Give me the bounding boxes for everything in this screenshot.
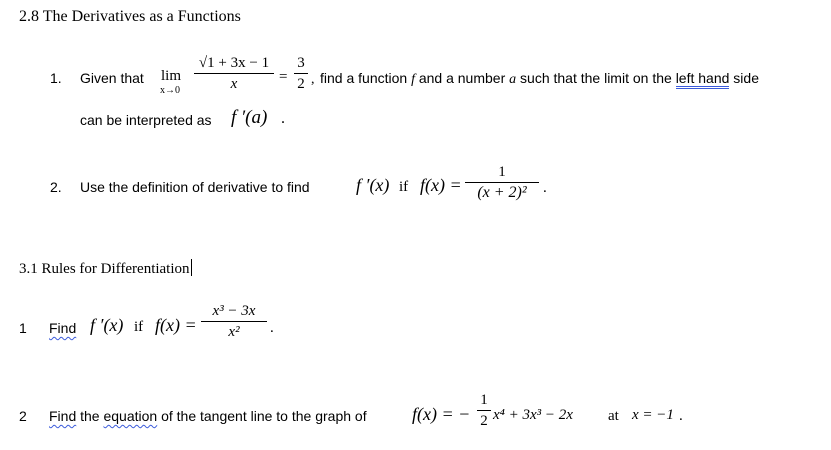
fraction-denominator: (x + 2)²: [477, 184, 527, 201]
comma: ,: [311, 72, 315, 87]
number-a: a: [509, 72, 517, 87]
text-segment: and a number: [418, 70, 506, 86]
problem-number: 2.: [50, 179, 62, 195]
quotient-fraction: [201, 302, 267, 341]
problem-text-line2: can be interpreted as: [80, 112, 212, 128]
fraction-bar: [201, 321, 267, 322]
period: .: [679, 408, 683, 424]
f-prime-of-x: f ′(x): [356, 175, 390, 195]
problem-text-continued: [320, 70, 759, 88]
equals-sign: =: [279, 69, 288, 85]
text-segment: the: [80, 408, 100, 424]
at-word: at: [608, 408, 619, 424]
text-segment: side: [733, 70, 759, 86]
text-cursor: [191, 259, 192, 276]
period: .: [543, 180, 547, 196]
problem-number: 2: [19, 408, 27, 424]
limit-numerator: √1 + 3x − 1: [198, 55, 270, 71]
problem-text: [49, 408, 367, 424]
fraction-numerator: 1: [480, 392, 488, 408]
section-title-3-1: [19, 259, 192, 278]
problem-number: 1: [19, 320, 27, 336]
fraction-denominator: x²: [228, 324, 240, 340]
text-segment: find a function: [320, 70, 408, 86]
rhs-numerator: 3: [297, 55, 305, 71]
section-title-2-8: 2.8 The Derivatives as a Functions: [19, 8, 241, 25]
fraction-denominator: 2: [480, 413, 488, 429]
grammar-flag-left-hand[interactable]: left hand: [676, 70, 730, 89]
fraction-bar: [294, 73, 308, 74]
period: .: [281, 110, 285, 127]
f-prime-of-a: f ′(a): [231, 107, 268, 128]
spellcheck-find[interactable]: Find: [49, 408, 77, 424]
if-word: if: [134, 319, 144, 335]
fraction-bar: [194, 73, 274, 74]
period: .: [270, 320, 274, 336]
rhs-fraction: [294, 54, 308, 93]
lim-operator: lim: [161, 68, 182, 84]
problem-text: Given that: [80, 70, 144, 86]
fraction-numerator: 1: [498, 164, 506, 180]
x-value: x = −1: [632, 407, 674, 423]
f-of-x: f(x) =: [420, 175, 462, 195]
problem-number: 1.: [50, 70, 62, 86]
limit-fraction: [194, 54, 274, 93]
fraction-bar: [477, 410, 491, 411]
half-fraction: [477, 391, 491, 430]
text-segment: of the tangent line to the graph of: [161, 408, 367, 424]
f-of-x: f(x) = −: [412, 404, 471, 424]
limit-denominator: x: [230, 76, 238, 92]
section-title-text: 3.1 Rules for Differentiation: [19, 261, 190, 277]
problem-text: Use the definition of derivative to find: [80, 179, 310, 195]
lim-subscript: x→0: [160, 85, 180, 96]
spellcheck-equation[interactable]: equation: [103, 408, 158, 424]
f-prime-of-x: f ′(x): [90, 315, 124, 335]
text-segment: such that the limit on the: [520, 70, 672, 86]
fraction-numerator: x³ − 3x: [212, 303, 256, 319]
fraction-bar: [465, 182, 539, 183]
if-word: if: [399, 179, 409, 195]
function-f: f: [411, 72, 415, 87]
f-of-x: f(x) =: [155, 315, 197, 335]
spellcheck-find[interactable]: Find: [49, 320, 77, 336]
rhs-denominator: 2: [297, 76, 305, 92]
polynomial-terms: x⁴ + 3x³ − 2x: [493, 407, 573, 423]
derivative-fraction: [465, 163, 539, 202]
